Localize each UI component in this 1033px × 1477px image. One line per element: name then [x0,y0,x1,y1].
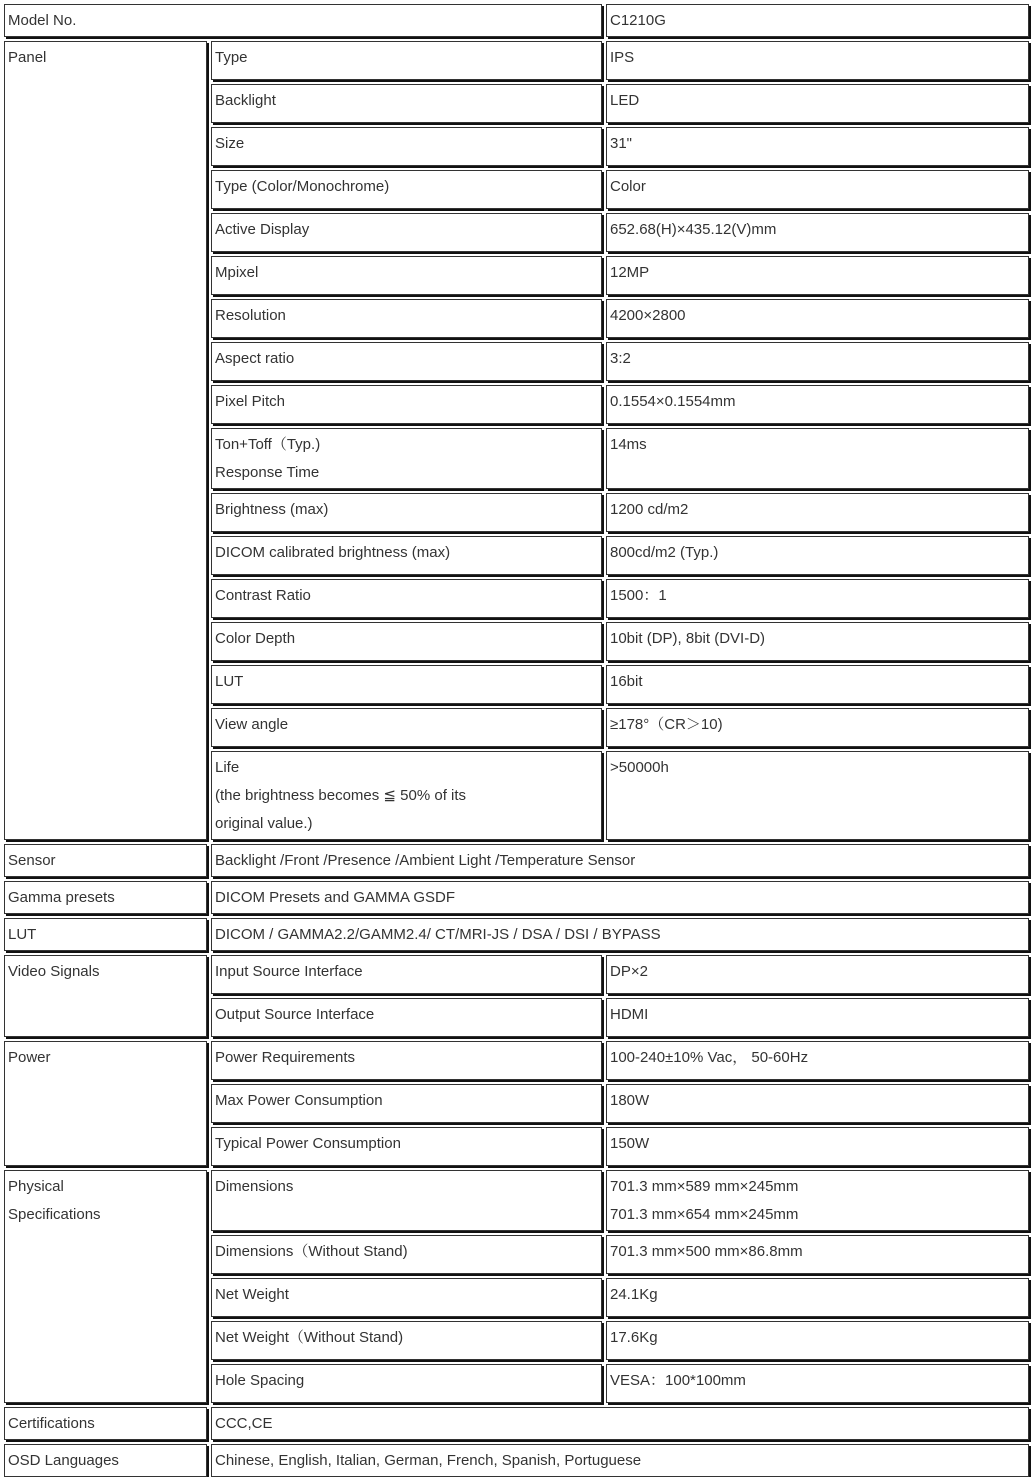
spec-label-input-source-interface: Input Source Interface [211,955,602,994]
spec-label-contrast-ratio: Contrast Ratio [211,579,602,618]
spec-label-dimensions-without-stand: Dimensions（Without Stand) [211,1235,602,1274]
spec-label-dicom-calibrated-brightness-max: DICOM calibrated brightness (max) [211,536,602,575]
spec-label-output-source-interface: Output Source Interface [211,998,602,1037]
spec-value-active-display: 652.68(H)×435.12(V)mm [606,213,1029,252]
spec-value-power-requirements: 100-240±10% Vac， 50-60Hz [606,1041,1029,1080]
group-label-lut: LUT [4,918,207,951]
spec-value-contrast-ratio: 1500：1 [606,579,1029,618]
spec-value-typical-power-consumption: 150W [606,1127,1029,1166]
group-value-osd-languages: Chinese, English, Italian, German, French, Spanish, Portuguese [211,1444,1029,1477]
spec-value-dicom-calibrated-brightness-max: 800cd/m2 (Typ.) [606,536,1029,575]
spec-label-mpixel: Mpixel [211,256,602,295]
spec-value-mpixel: 12MP [606,256,1029,295]
spec-value-ton-toff-typ-response-time: 14ms [606,428,1029,489]
spec-value-type-color-monochrome: Color [606,170,1029,209]
spec-value-type: IPS [606,41,1029,80]
spec-value-color-depth: 10bit (DP), 8bit (DVI-D) [606,622,1029,661]
spec-label-resolution: Resolution [211,299,602,338]
spec-value-brightness-max: 1200 cd/m2 [606,493,1029,532]
spec-label-ton-toff-typ-response-time: Ton+Toff（Typ.) Response Time [211,428,602,489]
spec-value-hole-spacing: VESA：100*100mm [606,1364,1029,1403]
spec-value-size: 31" [606,127,1029,166]
group-label-sensor: Sensor [4,844,207,877]
spec-label-aspect-ratio: Aspect ratio [211,342,602,381]
spec-label-type: Type [211,41,602,80]
group-label-osd-languages: OSD Languages [4,1444,207,1477]
spec-label-type-color-monochrome: Type (Color/Monochrome) [211,170,602,209]
spec-label-max-power-consumption: Max Power Consumption [211,1084,602,1123]
model-no-label: Model No. [4,4,602,37]
spec-label-life-the-brightness-becomes-50-of-its-original-value: Life (the brightness becomes ≦ 50% of its original value.) [211,751,602,840]
group-value-sensor: Backlight /Front /Presence /Ambient Light /Temperature Sensor [211,844,1029,877]
spec-label-backlight: Backlight [211,84,602,123]
group-value-lut: DICOM / GAMMA2.2/GAMM2.4/ CT/MRI-JS / DSA / DSI / BYPASS [211,918,1029,951]
spec-value-lut: 16bit [606,665,1029,704]
group-label-power: Power [4,1041,207,1166]
spec-label-power-requirements: Power Requirements [211,1041,602,1080]
spec-label-hole-spacing: Hole Spacing [211,1364,602,1403]
spec-label-typical-power-consumption: Typical Power Consumption [211,1127,602,1166]
group-label-panel: Panel [4,41,207,840]
spec-label-brightness-max: Brightness (max) [211,493,602,532]
spec-label-pixel-pitch: Pixel Pitch [211,385,602,424]
spec-label-active-display: Active Display [211,213,602,252]
spec-value-resolution: 4200×2800 [606,299,1029,338]
spec-value-net-weight-without-stand: 17.6Kg [606,1321,1029,1360]
group-label-certifications: Certifications [4,1407,207,1440]
group-label-physical-specifications: Physical Specifications [4,1170,207,1403]
group-label-video-signals: Video Signals [4,955,207,1037]
group-value-gamma-presets: DICOM Presets and GAMMA GSDF [211,881,1029,914]
spec-label-color-depth: Color Depth [211,622,602,661]
model-no-value: C1210G [606,4,1029,37]
spec-value-backlight: LED [606,84,1029,123]
spec-value-max-power-consumption: 180W [606,1084,1029,1123]
group-value-certifications: CCC,CE [211,1407,1029,1440]
spec-value-view-angle: ≥178°（CR＞10) [606,708,1029,747]
group-label-gamma-presets: Gamma presets [4,881,207,914]
spec-value-life-the-brightness-becomes-50-of-its-original-value: >50000h [606,751,1029,840]
spec-label-lut: LUT [211,665,602,704]
spec-value-dimensions-without-stand: 701.3 mm×500 mm×86.8mm [606,1235,1029,1274]
spec-value-net-weight: 24.1Kg [606,1278,1029,1317]
spec-value-output-source-interface: HDMI [606,998,1029,1037]
spec-label-net-weight: Net Weight [211,1278,602,1317]
spec-value-input-source-interface: DP×2 [606,955,1029,994]
spec-label-view-angle: View angle [211,708,602,747]
spec-value-dimensions: 701.3 mm×589 mm×245mm 701.3 mm×654 mm×245mm [606,1170,1029,1231]
spec-label-size: Size [211,127,602,166]
spec-value-aspect-ratio: 3:2 [606,342,1029,381]
spec-label-dimensions: Dimensions [211,1170,602,1231]
spec-label-net-weight-without-stand: Net Weight（Without Stand) [211,1321,602,1360]
spec-value-pixel-pitch: 0.1554×0.1554mm [606,385,1029,424]
